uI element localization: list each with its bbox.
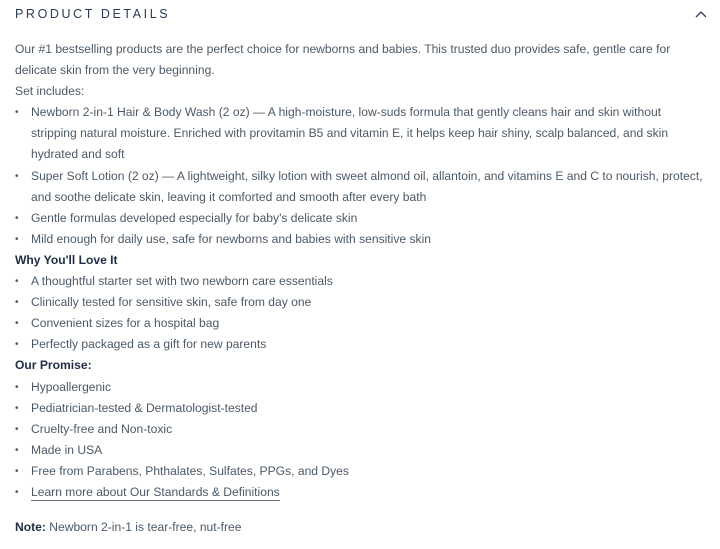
includes-label: Set includes:	[15, 84, 85, 99]
list-item: • Pediatrician-tested & Dermatologist-tested	[15, 398, 705, 419]
list-item: • Convenient sizes for a hospital bag	[15, 313, 705, 334]
list-item: • Newborn 2-in-1 Hair & Body Wash (2 oz) — A high-moisture, low-suds formula that gently cleans hair and skin without stripping natural moisture. Enriched with provitamin B5 and vitamin E, it helps keep hair shiny, scalp balanced, and skin hydrated and soft	[15, 102, 705, 165]
accordion-title: PRODUCT DETAILS	[15, 7, 171, 21]
note-label: Note:	[15, 520, 46, 535]
list-item: • Perfectly packaged as a gift for new parents	[15, 334, 705, 355]
list-item: • Free from Parabens, Phthalates, Sulfates, PPGs, and Dyes	[15, 461, 705, 482]
includes-list	[15, 102, 705, 250]
list-item: • Hypoallergenic	[15, 377, 705, 398]
note	[15, 517, 705, 538]
list-item: • Gentle formulas developed especially for baby's delicate skin	[15, 208, 705, 229]
chevron-up-icon[interactable]	[694, 7, 708, 21]
list-item: • Cruelty-free and Non-toxic	[15, 419, 705, 440]
list-item: • Clinically tested for sensitive skin, safe from day one	[15, 292, 705, 313]
standards-link[interactable]: Learn more about Our Standards & Definitions	[31, 484, 280, 499]
why-list	[15, 271, 705, 355]
promise-list	[15, 377, 705, 504]
note-text: Newborn 2-in-1 is tear-free, nut-free	[45, 520, 242, 535]
list-item: • Super Soft Lotion (2 oz) — A lightweight, silky lotion with sweet almond oil, allantoin, and vitamins E and C to nourish, protect, and soothe delicate skin, leaving it comforted and smooth after every bath	[15, 166, 705, 208]
list-item	[15, 482, 705, 503]
list-item: • Made in USA	[15, 440, 705, 461]
product-details-accordion-header[interactable]	[15, 0, 708, 28]
why-heading: Why You'll Love It	[15, 252, 118, 267]
promise-heading: Our Promise:	[15, 358, 92, 373]
list-item: • Mild enough for daily use, safe for newborns and babies with sensitive skin	[15, 229, 705, 250]
intro-text: Our #1 bestselling products are the perfect choice for newborns and babies. This trusted duo provides safe, gentle care for delicate skin from the very beginning.	[15, 42, 671, 78]
product-details-content	[15, 39, 705, 538]
list-item: • A thoughtful starter set with two newborn care essentials	[15, 271, 705, 292]
